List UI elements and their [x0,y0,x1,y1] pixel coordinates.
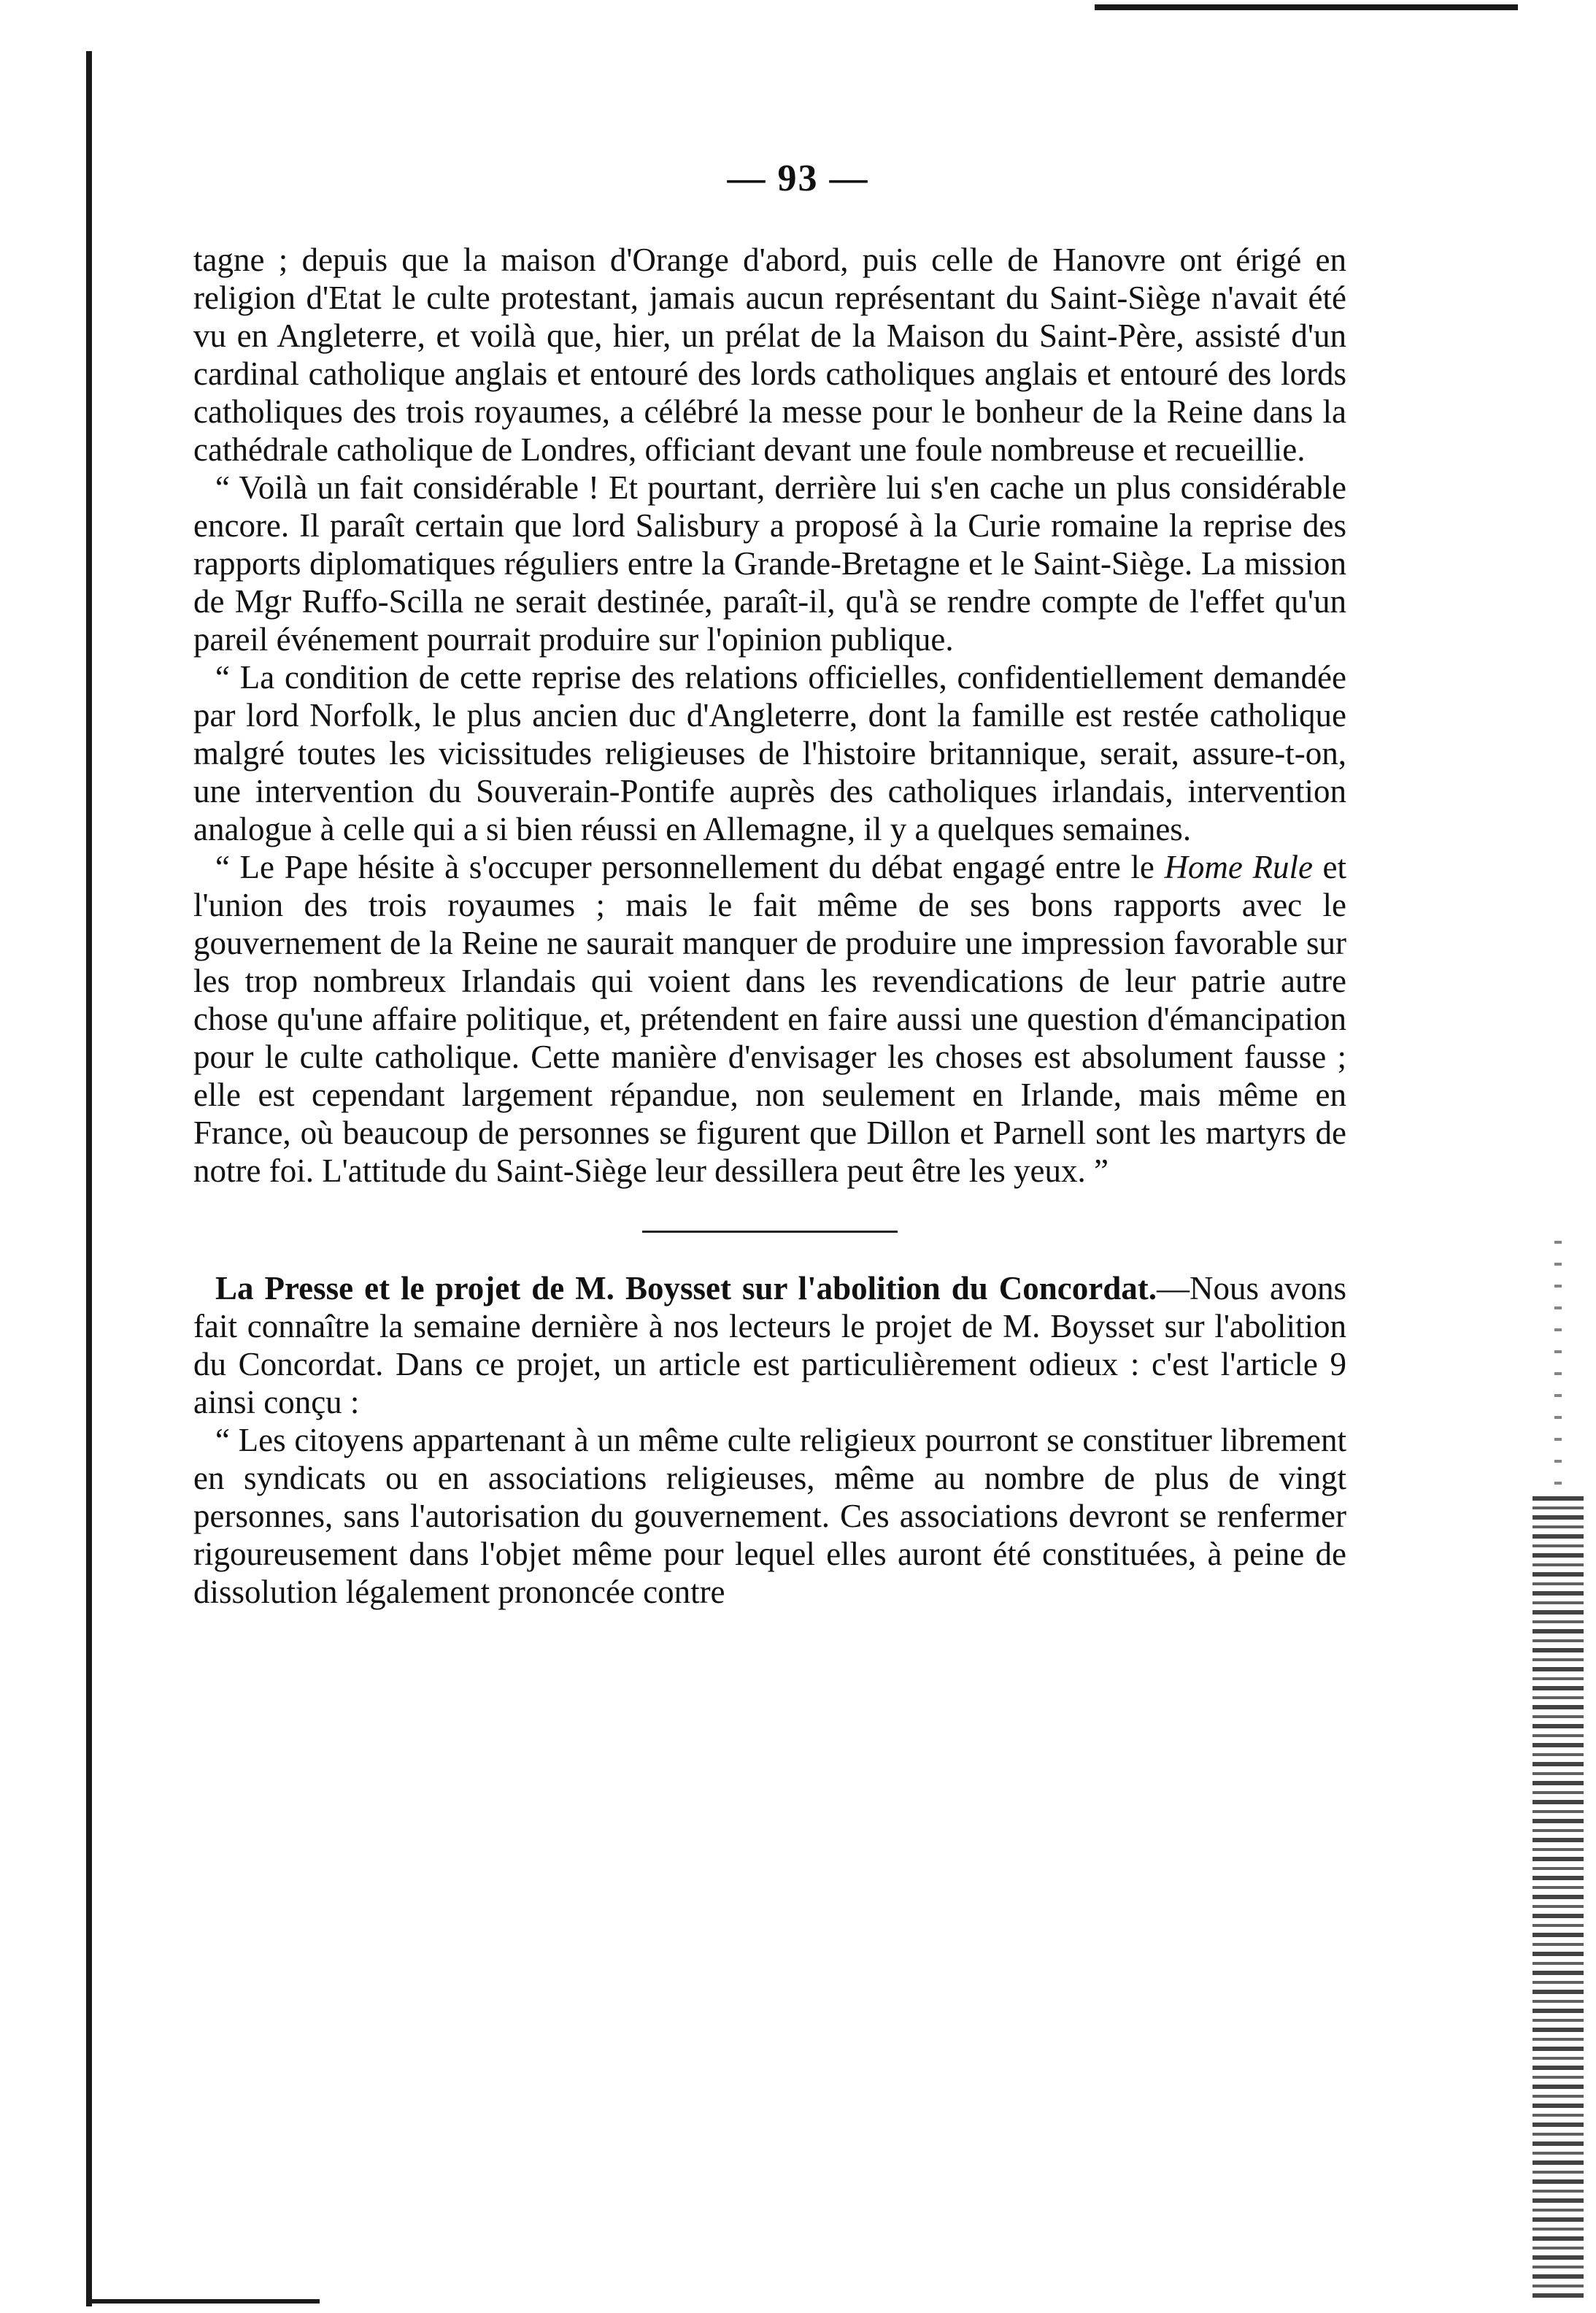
scan-specks-right [1554,1241,1562,1489]
paragraph-quote-2: “ La condition de cette reprise des relations officielles, confidentiellement demandée par lord Norfolk, le plus ancien duc d'Angleterre, dont la famille est restée catholique malgré toutes les vicissitudes religieuses de l'histoire britannique, serait, assure-t-on, une intervention du Souverain-Pontife auprès des catholiques irlandais, intervention analogue à celle qui a si bien réussi en Allemagne, il y a quelques semaines. [193,659,1346,847]
page-number: — 93 — [727,158,869,199]
scan-border-left [86,51,92,2306]
section-intro: —Nous avons fait connaître la semaine dernière à nos lecteurs le projet de M. Boysset sur l'abolition du Concordat. Dans ce projet, un article est particulièrement odieux : c'est l'article 9 ainsi conçu : [193,1270,1346,1420]
scan-border-top [1095,4,1518,10]
paragraph-quote-1: “ Voilà un fait considérable ! Et pourtant, derrière lui s'en cache un plus considérable encore. Il paraît certain que lord Salisbury a proposé à la Curie romaine la reprise des rapports diplomatiques réguliers entre la Grande-Bretagne et le Saint-Siège. La mission de Mgr Ruffo-Scilla ne serait destinée, paraît-il, qu'à se rendre compte de l'effet qu'un pareil événement pourrait produire sur l'opinion publique. [193,469,1346,658]
paragraph-quote-3-end: et l'union des trois royaumes ; mais le fait même de ses bons rapports avec le gouvernement de la Reine ne saurait manquer de produire une impression favorable sur les trop nombreux Irlandais qui voient dans les revendications de leur patrie autre chose qu'une affaire politique, et, prétendent en faire aussi une question d'émancipation pour le culte catholique. Cette manière d'envisager les choses est absolument fausse ; elle est cependant largement répandue, non seulement en Irlande, mais même en France, où beaucoup de personnes se figurent que Dillon et Parnell sont les martyrs de notre foi. L'attitude du Saint-Siège leur dessillera peut être les yeux. ” [193,849,1347,1189]
scan-edge-right [1533,1496,1584,2299]
home-rule-italic: Home Rule [1164,849,1313,885]
article-body [193,241,1346,1611]
scan-border-bottom [86,2299,320,2304]
section-intro-paragraph [193,1269,1346,1421]
section-quote: “ Les citoyens appartenant à un même culte religieux pourront se constituer librement en syndicats ou en associations religieuses, même au nombre de plus de vingt personnes, sans l'autorisation du gouvernement. Ces associations devront se renfermer rigoureusement dans l'objet même pour lequel elles auront été constituées, à peine de dissolution légalement prononcée contre [193,1422,1346,1610]
paragraph-continuation: tagne ; depuis que la maison d'Orange d'abord, puis celle de Hanovre ont érigé en religion d'Etat le culte protestant, jamais aucun représentant du Saint-Siège n'avait été vu en Angleterre, et voilà que, hier, un prélat de la Maison du Saint-Père, assisté d'un cardinal catholique anglais et entouré des lords catholiques anglais et entouré des lords catholiques des trois royaumes, a célébré la messe pour le bonheur de la Reine dans la cathédrale catholique de Londres, officiant devant une foule nombreuse et recueillie. [193,242,1346,468]
paragraph-quote-3-start: “ Le Pape hésite à s'occuper personnellement du débat engagé entre le [215,849,1165,885]
section-separator [642,1231,898,1233]
section-heading: La Presse et le projet de M. Boysset sur l'abolition du Concordat. [215,1270,1157,1306]
paragraph-quote-3 [193,848,1346,1190]
